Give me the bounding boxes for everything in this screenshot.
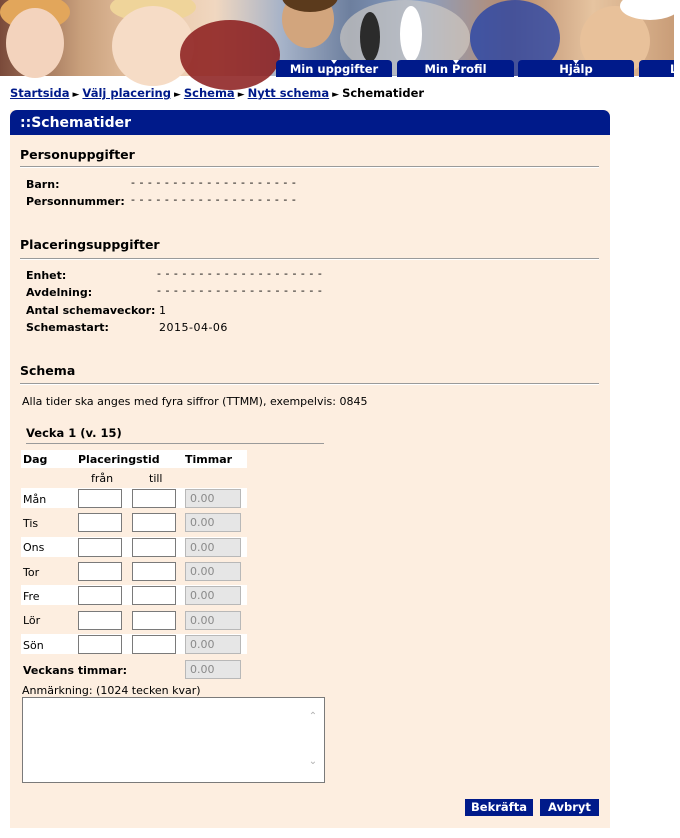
subheader-fran: från — [91, 472, 114, 485]
time-to-input[interactable] — [132, 635, 176, 654]
day-label: Mån — [23, 493, 47, 506]
day-hours-output: 0.00 — [185, 538, 241, 557]
avdelning-label: Avdelning: — [26, 286, 93, 299]
schemastart-label: Schemastart: — [26, 321, 109, 334]
section-title-personuppgifter: Personuppgifter — [20, 147, 135, 162]
time-from-input[interactable] — [78, 489, 122, 508]
day-hours-output: 0.00 — [185, 489, 241, 508]
caret-down-icon — [453, 60, 459, 64]
caret-down-icon — [331, 60, 337, 64]
breadcrumb-schema[interactable]: Schema — [183, 86, 235, 100]
day-label: Sön — [23, 639, 44, 652]
breadcrumb-separator-icon: ► — [173, 90, 181, 100]
time-to-input[interactable] — [132, 611, 176, 630]
time-to-input[interactable] — [132, 513, 176, 532]
remark-label: Anmärkning: (1024 tecken kvar) — [22, 684, 201, 697]
cancel-button[interactable]: Avbryt — [540, 799, 599, 816]
menu-label: Hjälp — [559, 62, 593, 76]
section-divider — [20, 258, 599, 260]
time-format-info: Alla tider ska anges med fyra siffror (TTMM), exempelvis: 0845 — [22, 395, 368, 408]
time-to-input[interactable] — [132, 562, 176, 581]
banner-photo-shape — [180, 20, 280, 90]
antal-schemaveckor-value: 1 — [159, 304, 167, 317]
section-divider — [20, 166, 599, 168]
menu-item-partial[interactable] — [639, 60, 678, 77]
schematider-panel — [10, 110, 610, 828]
day-hours-output: 0.00 — [185, 562, 241, 581]
menu-hjalp[interactable] — [518, 60, 634, 77]
banner-photo-shape — [6, 8, 64, 78]
banner-photo-shape — [400, 6, 422, 62]
time-to-input[interactable] — [132, 586, 176, 605]
barn-value: - - - - - - - - - - - - - - - - - - - - — [131, 176, 297, 189]
remark-textarea[interactable] — [22, 697, 325, 783]
time-to-input[interactable] — [132, 538, 176, 557]
personnummer-value: - - - - - - - - - - - - - - - - - - - - — [131, 193, 297, 206]
time-from-input[interactable] — [78, 513, 122, 532]
menu-label: Min uppgifter — [289, 62, 379, 76]
breadcrumb-nytt-schema[interactable]: Nytt schema — [247, 86, 330, 100]
subheader-till: till — [149, 472, 163, 485]
avdelning-value: - - - - - - - - - - - - - - - - - - - - — [157, 284, 323, 297]
time-from-input[interactable] — [78, 538, 122, 557]
day-hours-output: 0.00 — [185, 586, 241, 605]
time-to-input[interactable] — [132, 489, 176, 508]
time-from-input[interactable] — [78, 562, 122, 581]
day-label: Tor — [23, 566, 40, 579]
section-divider — [20, 383, 599, 385]
caret-down-icon — [573, 60, 579, 64]
antal-schemaveckor-label: Antal schemaveckor: — [26, 304, 156, 317]
menu-label: Min Profil — [424, 62, 487, 76]
menu-label: L — [670, 62, 678, 76]
week-divider — [26, 443, 324, 444]
column-header-dag: Dag — [23, 453, 48, 466]
column-header-timmar: Timmar — [185, 453, 233, 466]
confirm-button[interactable]: Bekräfta — [465, 799, 533, 816]
scroll-up-icon[interactable]: ⌃ — [308, 711, 318, 722]
menu-min-profil[interactable] — [397, 60, 514, 77]
breadcrumb-startsida[interactable]: Startsida — [10, 86, 70, 100]
breadcrumb-separator-icon: ► — [237, 90, 245, 100]
breadcrumb — [10, 86, 424, 100]
day-hours-output: 0.00 — [185, 611, 241, 630]
week-total-output: 0.00 — [185, 660, 241, 679]
barn-label: Barn: — [26, 178, 60, 191]
day-label: Fre — [23, 590, 40, 603]
enhet-value: - - - - - - - - - - - - - - - - - - - - — [157, 267, 323, 280]
time-from-input[interactable] — [78, 611, 122, 630]
section-title-placeringsuppgifter: Placeringsuppgifter — [20, 237, 160, 252]
breadcrumb-valj-placering[interactable]: Välj placering — [82, 86, 171, 100]
day-label: Ons — [23, 541, 45, 554]
breadcrumb-separator-icon: ► — [332, 90, 340, 100]
banner-photo-shape — [360, 12, 380, 62]
week-total-label: Veckans timmar: — [23, 664, 128, 677]
personnummer-label: Personnummer: — [26, 195, 125, 208]
schemastart-value: 2015-04-06 — [159, 321, 228, 334]
enhet-label: Enhet: — [26, 269, 67, 282]
week-title: Vecka 1 (v. 15) — [26, 426, 122, 440]
breadcrumb-separator-icon: ► — [72, 90, 80, 100]
day-hours-output: 0.00 — [185, 513, 241, 532]
breadcrumb-current: Schematider — [342, 86, 425, 100]
scroll-down-icon[interactable]: ⌄ — [308, 756, 318, 767]
page-title: ::Schematider — [10, 110, 610, 135]
header-banner — [0, 0, 678, 76]
day-label: Tis — [23, 517, 39, 530]
time-from-input[interactable] — [78, 635, 122, 654]
day-label: Lör — [23, 614, 41, 627]
column-header-placeringstid: Placeringstid — [78, 453, 160, 466]
day-hours-output: 0.00 — [185, 635, 241, 654]
menu-min-uppgifter[interactable] — [276, 60, 392, 77]
section-title-schema: Schema — [20, 363, 76, 378]
time-from-input[interactable] — [78, 586, 122, 605]
